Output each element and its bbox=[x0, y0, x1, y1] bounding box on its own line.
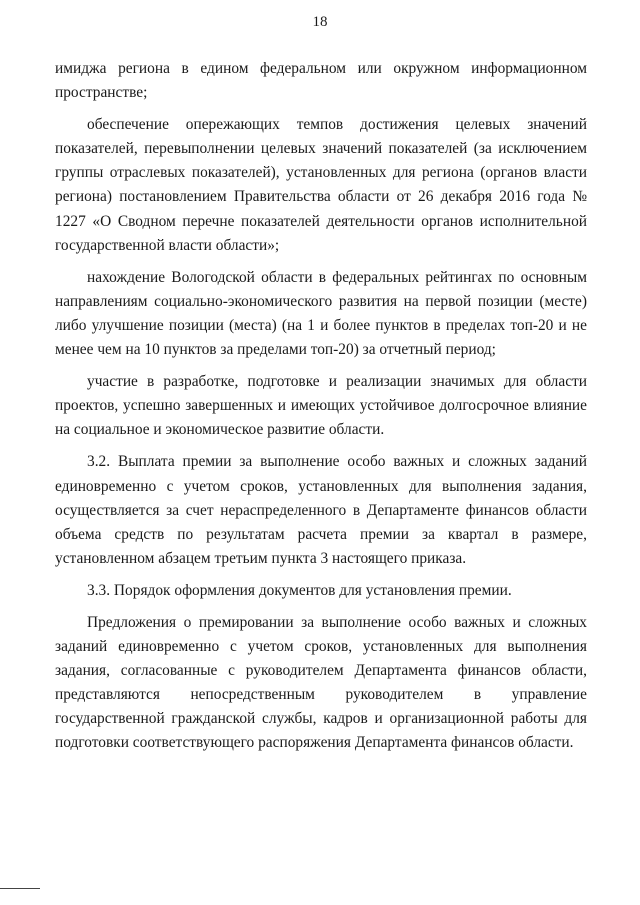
document-body bbox=[55, 57, 587, 764]
page-edge-mark bbox=[0, 888, 40, 889]
page-number: 18 bbox=[312, 14, 328, 30]
paragraph-3-3: 3.3. Порядок оформления документов для установления премии. bbox=[87, 581, 512, 599]
paragraph-proposals: Предложения о премировании за выполнение особо важных и сложных заданий единовременно с учетом сроков, установленных для выполнения задания, согласованные с руководителем Департамента финансов области, представляются непосредственным руководителем в управление государственной гражданской службы, кадров и организационной работы для подготовки соответствующего распоряжения Департамента финансов области. bbox=[55, 613, 587, 752]
paragraph-targets: обеспечение опережающих темпов достижения целевых значений показателей, перевыполнении целевых значений показателей (за исключением группы отраслевых показателей), установленных для региона (органов власти региона) постановлением Правительства области от 26 декабря 2016 года № 1227 «О Сводном перечне показателей деятельности органов исполнительной государственной власти области»; bbox=[55, 116, 587, 254]
paragraph-projects: участие в разработке, подготовке и реализации значимых для области проектов, успешно завершенных и имеющих устойчивое долгосрочное влияние на социальное и экономическое развитие области. bbox=[55, 373, 587, 439]
paragraph-ratings: нахождение Вологодской области в федеральных рейтингах по основным направлениям социально-экономического развития на первой позиции (месте) либо улучшение позиции (места) (на 1 и более пунктов в пределах топ-20 и не менее чем на 10 пунктов за пределами топ-20) за отчетный период; bbox=[55, 268, 587, 359]
paragraph-3-2: 3.2. Выплата премии за выполнение особо важных и сложных заданий единовременно с учетом сроков, установленных для выполнения задания, осуществляется за счет нераспределенного в Департаменте финансов области объема средств по результатам расчета премии за квартал в размере, установленном абзацем третьим пункта 3 настоящего приказа. bbox=[55, 453, 587, 567]
paragraph-continuation: имиджа региона в едином федеральном или окружном информационном пространстве; bbox=[55, 60, 587, 102]
